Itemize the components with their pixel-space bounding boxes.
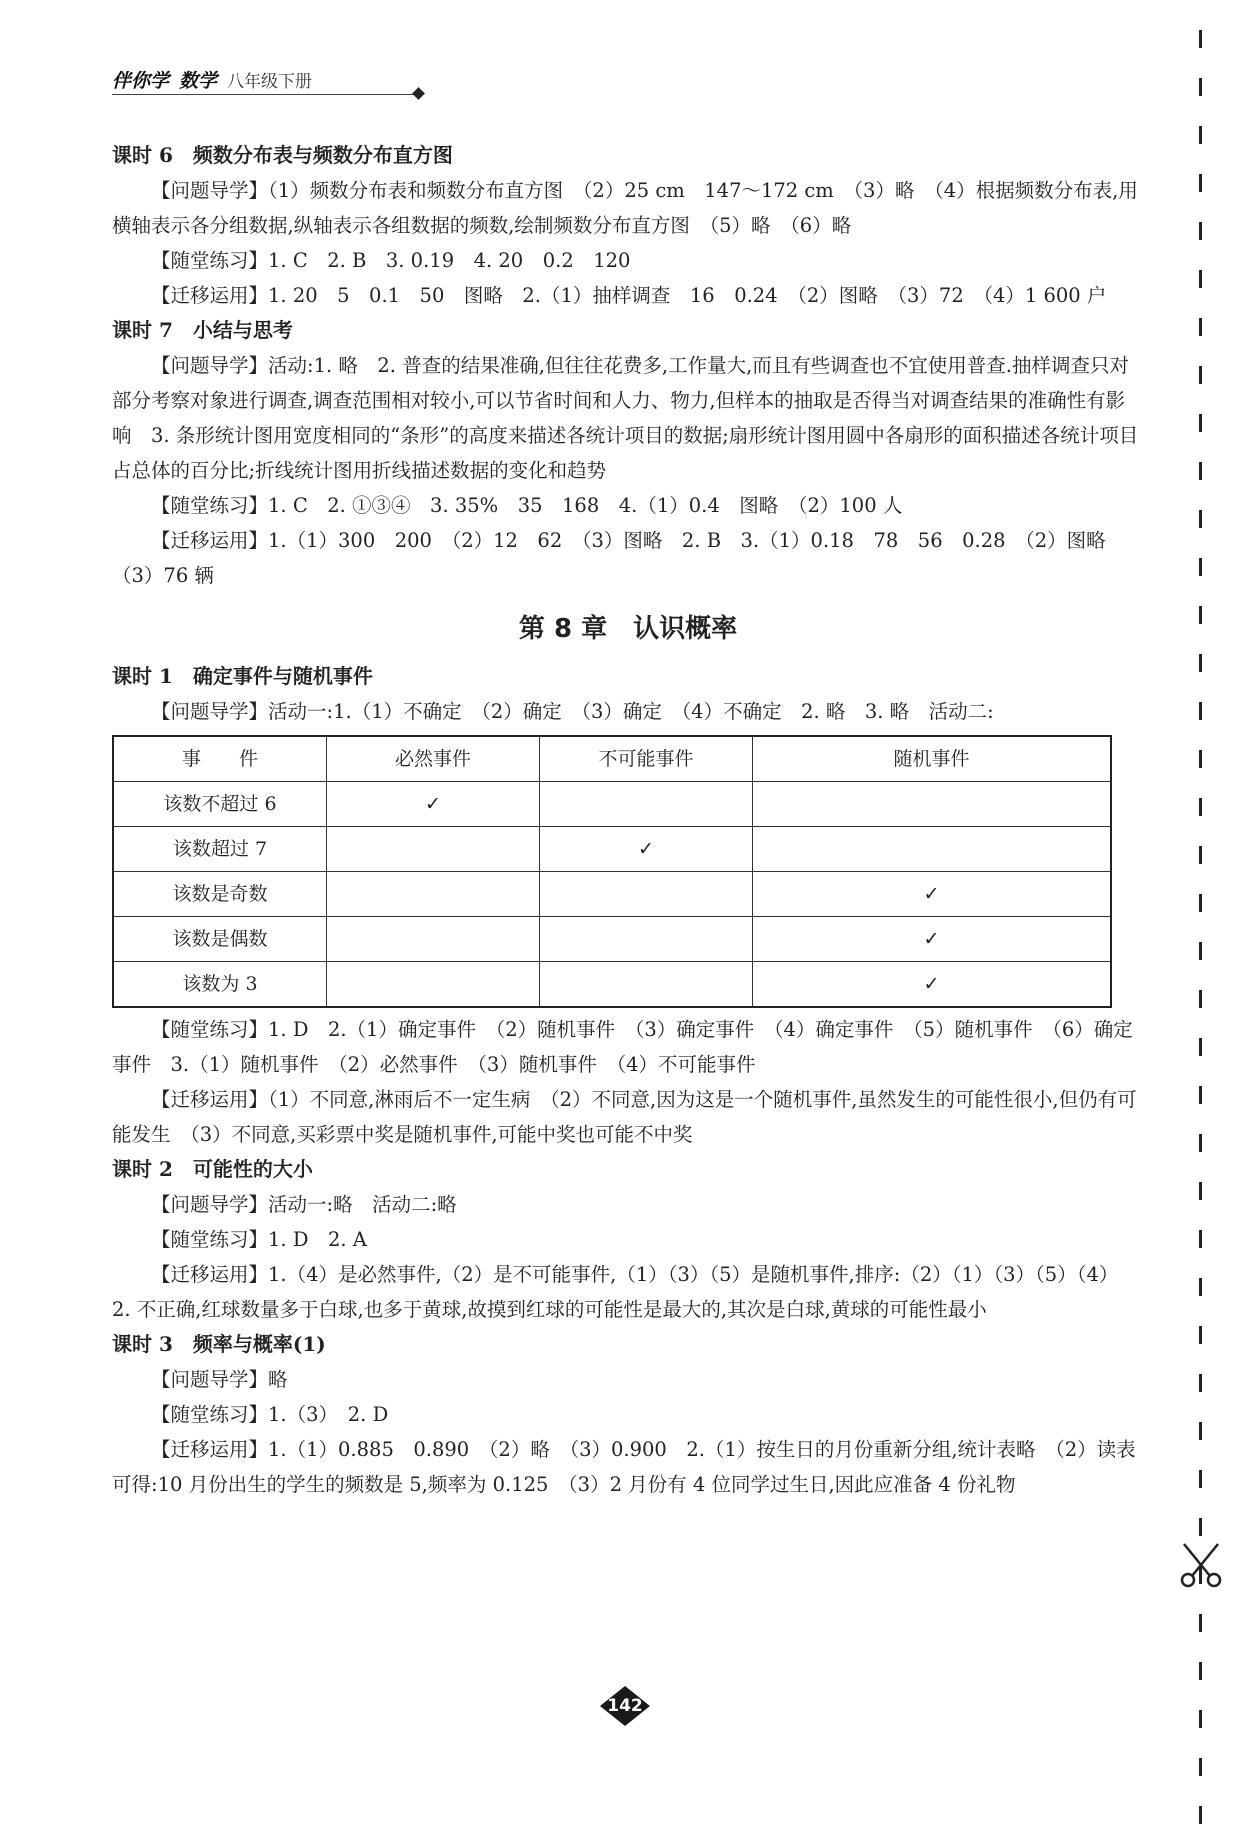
book-subject: 数学 (179, 70, 218, 92)
cut-mark (1199, 1182, 1202, 1200)
check-cell (753, 827, 1112, 872)
cut-mark (1199, 318, 1202, 336)
lesson-title: 课时 7 小结与思考 (112, 318, 293, 342)
check-cell (327, 782, 540, 827)
event-table (112, 735, 1112, 1008)
check-cell (540, 917, 753, 962)
check-cell (327, 872, 540, 917)
check-cell (540, 827, 753, 872)
scissors-icon (1176, 1540, 1226, 1590)
cut-mark (1199, 462, 1202, 480)
lesson-title: 课时 2 可能性的大小 (112, 1157, 313, 1181)
guide-paragraph: 【问题导学】略 (151, 1368, 288, 1391)
cut-mark (1199, 510, 1202, 528)
practice-paragraph: 【随堂练习】1. C 2. B 3. 0.19 4. 20 0.2 120 (151, 249, 631, 272)
cut-mark (1199, 1278, 1202, 1296)
header-rule (112, 94, 420, 95)
transfer-paragraph: 【迁移运用】1. 20 5 0.1 50 图略 2.（1）抽样调查 16 0.24 （2）图略 （3）72 （4）1 600 户 (151, 284, 1107, 307)
table-row (113, 827, 1111, 872)
cut-mark (1199, 606, 1202, 624)
book-brand: 伴你学 (112, 70, 170, 92)
cut-mark (1199, 1470, 1202, 1488)
page-number-badge (600, 1686, 650, 1726)
transfer-paragraph: 【迁移运用】（1）不同意,淋雨后不一定生病 （2）不同意,因为这是一个随机事件,虽然发生的可能性很小,但仍有可能发生 （3）不同意,买彩票中奖是随机事件,可能中奖也可能不中奖 (112, 1088, 1137, 1146)
check-cell (540, 872, 753, 917)
event-name-cell: 该数是奇数 (113, 872, 327, 917)
lesson-title: 课时 3 频率与概率(1) (112, 1332, 326, 1356)
check-cell (753, 872, 1112, 917)
event-name-cell: 该数超过 7 (113, 827, 327, 872)
cut-mark (1199, 702, 1202, 720)
book-grade: 八年级下册 (227, 72, 313, 92)
check-cell (753, 917, 1112, 962)
event-name-cell: 该数为 3 (113, 962, 327, 1008)
guide-paragraph: 【问题导学】（1）频数分布表和频数分布直方图 （2）25 cm 147～172 cm （3）略 （4）根据频数分布表,用横轴表示各分组数据,纵轴表示各组数据的频数,绘制频数分布直方图 （5）略 （6）略 (112, 179, 1138, 237)
check-cell (327, 962, 540, 1008)
cut-mark (1199, 1518, 1202, 1536)
event-table-header (113, 736, 1111, 782)
cut-mark (1199, 1422, 1202, 1440)
cut-mark (1199, 798, 1202, 816)
cut-mark (1199, 558, 1202, 576)
table-header-cell: 事 件 (113, 736, 327, 782)
cut-mark (1199, 126, 1202, 144)
cut-mark (1199, 414, 1202, 432)
table-row (113, 917, 1111, 962)
cut-mark (1199, 222, 1202, 240)
event-name-cell: 该数是偶数 (113, 917, 327, 962)
table-header-cell: 随机事件 (753, 736, 1112, 782)
cut-mark (1199, 894, 1202, 912)
cut-mark (1199, 1758, 1202, 1776)
guide-paragraph: 【问题导学】活动一:1.（1）不确定 （2）确定 （3）确定 （4）不确定 2. 略 3. 略 活动二: (151, 700, 994, 723)
answer-content (112, 138, 1144, 1502)
lesson-title: 课时 1 确定事件与随机事件 (112, 664, 373, 688)
cut-mark (1199, 1038, 1202, 1056)
practice-paragraph: 【随堂练习】1. D 2.（1）确定事件 （2）随机事件 （3）确定事件 （4）确定事件 （5）随机事件 （6）确定事件 3.（1）随机事件 （2）必然事件 （3）随机事件 （4）不可能事件 (112, 1018, 1133, 1076)
page-number: 142 (607, 1696, 643, 1716)
cut-mark (1199, 1326, 1202, 1344)
cut-mark (1199, 846, 1202, 864)
check-cell (753, 782, 1112, 827)
cut-mark (1199, 1086, 1202, 1104)
cut-mark (1199, 1806, 1202, 1824)
cut-mark (1199, 1374, 1202, 1392)
running-header (112, 66, 312, 93)
cut-mark (1199, 1134, 1202, 1152)
guide-paragraph: 【问题导学】活动一:略 活动二:略 (151, 1193, 457, 1216)
check-cell (540, 782, 753, 827)
chapter-title: 第 8 章 认识概率 (518, 614, 738, 644)
cut-mark (1199, 1614, 1202, 1632)
table-header-cell: 不可能事件 (540, 736, 753, 782)
cut-mark (1199, 270, 1202, 288)
table-row (113, 962, 1111, 1008)
practice-paragraph: 【随堂练习】1.（3） 2. D (151, 1403, 389, 1426)
practice-paragraph: 【随堂练习】1. C 2. ①③④ 3. 35% 35 168 4.（1）0.4 图略 （2）100 人 (151, 494, 903, 517)
check-icon: ✓ (923, 972, 940, 995)
cut-mark (1199, 366, 1202, 384)
cut-mark (1199, 1662, 1202, 1680)
header-diamond-icon (412, 87, 425, 100)
lesson-title: 课时 6 频数分布表与频数分布直方图 (112, 143, 453, 167)
check-cell (327, 827, 540, 872)
check-icon: ✓ (923, 882, 940, 905)
check-icon: ✓ (425, 792, 441, 815)
check-cell (327, 917, 540, 962)
table-header-cell: 必然事件 (327, 736, 540, 782)
transfer-paragraph: 【迁移运用】1.（1）300 200 （2）12 62 （3）图略 2. B 3.（1）0.18 78 56 0.28 （2）图略 （3）76 辆 (112, 529, 1126, 587)
guide-paragraph: 【问题导学】活动:1. 略 2. 普查的结果准确,但往往花费多,工作量大,而且有些调查也不宜使用普查.抽样调查只对部分考察对象进行调查,调查范围相对较小,可以节省时间和人力、物力,但样本的抽取是否得当对调查结果的准确性有影响 3. 条形统计图用宽度相同的“条形”的高度来描述各统计项目的数据;扇形统计图用圆中各扇形的面积描述各统计项目占总体的百分比;折线统计图用折线描述数据的变化和趋势 (112, 354, 1139, 482)
table-row (113, 872, 1111, 917)
check-cell (753, 962, 1112, 1008)
cut-mark (1199, 174, 1202, 192)
check-icon: ✓ (923, 927, 940, 950)
cut-mark (1199, 1230, 1202, 1248)
check-icon: ✓ (638, 837, 654, 860)
transfer-paragraph: 【迁移运用】1.（4）是必然事件,（2）是不可能事件,（1）（3）（5）是随机事件,排序:（2）（1）（3）（5）（4） 2. 不正确,红球数量多于白球,也多于黄球,故摸到红球的可能性是最大的,其次是白球,黄球的可能性最小 (112, 1263, 1129, 1321)
cut-mark (1199, 1710, 1202, 1728)
cut-mark (1199, 78, 1202, 96)
table-row (113, 782, 1111, 827)
cut-mark (1199, 990, 1202, 1008)
cut-mark (1199, 750, 1202, 768)
cut-mark (1199, 30, 1202, 48)
cut-mark (1199, 942, 1202, 960)
practice-paragraph: 【随堂练习】1. D 2. A (151, 1228, 367, 1251)
check-cell (540, 962, 753, 1008)
transfer-paragraph: 【迁移运用】1.（1）0.885 0.890 （2）略 （3）0.900 2.（1）按生日的月份重新分组,统计表略 （2）读表可得:10 月份出生的学生的频数是 5,频率为 0.125 （3）2 月份有 4 位同学过生日,因此应准备 4 份礼物 (112, 1438, 1136, 1496)
cut-mark (1199, 654, 1202, 672)
event-name-cell: 该数不超过 6 (113, 782, 327, 827)
